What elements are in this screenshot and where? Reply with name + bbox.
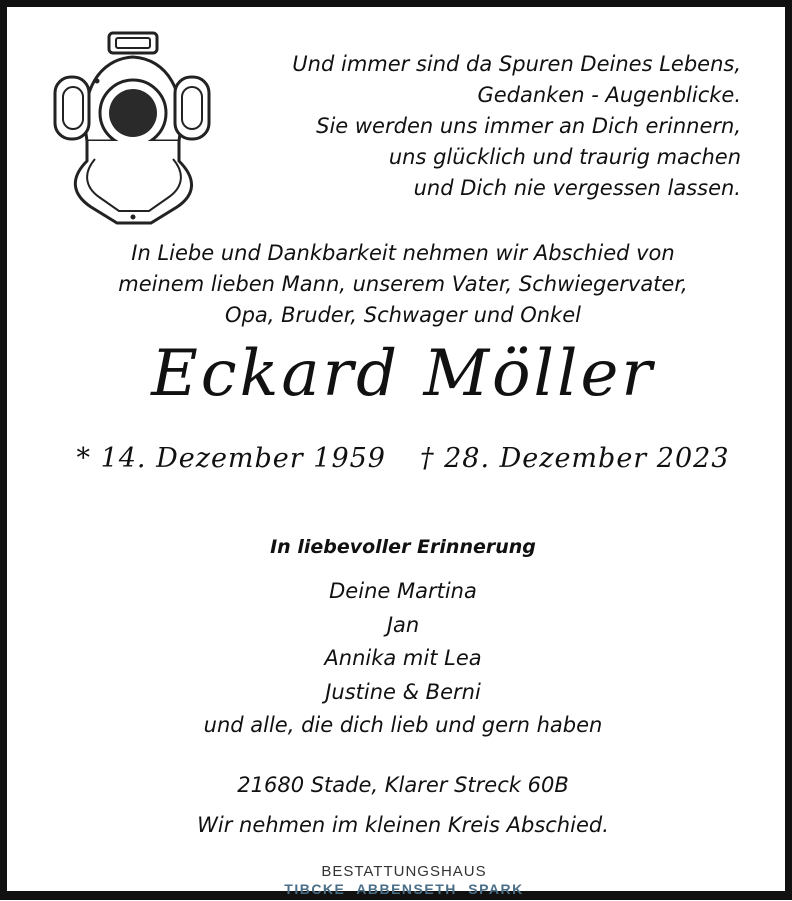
deceased-name: Eckard Möller (151, 337, 655, 411)
funeral-home-logo (273, 863, 535, 901)
poem-line: Und immer sind da Spuren Deines Lebens, (292, 52, 741, 76)
poem-line: Gedanken - Augenblicke. (477, 83, 741, 107)
diving-helmet-icon (47, 31, 212, 231)
mourner-line: Justine & Berni (325, 679, 481, 704)
life-dates (7, 443, 792, 474)
mourner-line: und alle, die dich lieb und gern haben (203, 713, 603, 737)
mourner-line: Deine Martina (329, 579, 477, 603)
poem-line: Sie werden uns immer an Dich erinnern, (316, 114, 741, 138)
funeral-home-title: BESTATTUNGSHAUS (321, 863, 487, 880)
mourners-list (7, 575, 792, 743)
mourner-line: Jan (386, 612, 420, 637)
intro-line: In Liebe und Dankbarkeit nehmen wir Abschied von (131, 241, 675, 265)
death-date: † 28. Dezember 2023 (420, 443, 730, 474)
poem-line: uns glücklich und traurig machen (388, 145, 741, 169)
farewell-note: Wir nehmen im kleinen Kreis Abschied. (197, 813, 609, 837)
funeral-home-locations: TIBCKE ABBENSETH SPARK (284, 881, 524, 897)
poem-line: und Dich nie vergessen lassen. (413, 176, 741, 200)
farewell-intro (7, 238, 792, 331)
memory-heading: In liebevoller Erinnerung (270, 536, 536, 558)
mourner-line: Annika mit Lea (324, 646, 482, 670)
poem-verse (221, 49, 741, 204)
intro-line: meinem lieben Mann, unserem Vater, Schwiegervater, (118, 272, 688, 296)
intro-line: Opa, Bruder, Schwager und Onkel (225, 303, 581, 327)
family-address: 21680 Stade, Klarer Streck 60B (237, 773, 569, 797)
birth-date: * 14. Dezember 1959 (76, 443, 386, 474)
